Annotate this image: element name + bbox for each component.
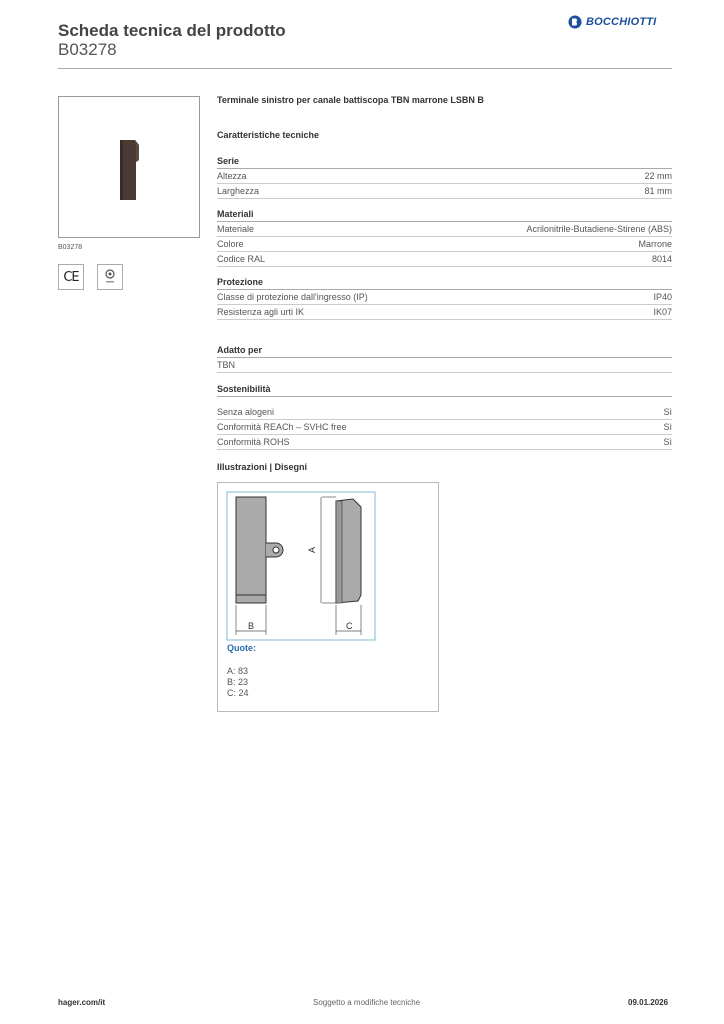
illustrations-heading: Illustrazioni | Disegni [217,462,308,472]
spec-row: Conformità REACh – SVHC free Sì [217,420,672,435]
product-image [58,96,200,238]
section-title: Adatto per [217,345,262,355]
quote-heading: Quote: [227,643,256,653]
footer-disclaimer: Soggetto a modifiche tecniche [313,998,421,1007]
ce-mark-icon: CE [58,264,84,290]
brand-logo [568,15,656,29]
spec-row: Codice RAL 8014 [217,252,672,267]
section-protezione [217,276,672,320]
dimension-b-label: B [248,621,255,631]
dimension-a-label: A [307,546,317,553]
tech-specs-heading: Caratteristiche tecniche [217,130,320,140]
spec-row: Conformità ROHS Sì [217,435,672,450]
header-divider [58,68,672,69]
section-title: Sostenibilità [217,384,271,394]
section-title: Protezione [217,277,264,287]
spec-row: TBN [217,358,672,373]
product-name: Terminale sinistro per canale battiscopa TBN marrone LSBN B [217,95,484,105]
quote-c: C: 24 [227,688,249,698]
spec-row: Colore Marrone [217,237,672,252]
product-code-heading: B03278 [58,40,117,59]
spec-row: Senza alogeni Sì [217,405,672,420]
quote-b: B: 23 [227,677,249,687]
brand-mark-icon [568,15,582,29]
spec-row: Resistenza agli urti IK IK07 [217,305,672,320]
section-materiali [217,208,672,267]
spec-row: Altezza 22 mm [217,169,672,184]
page-title: Scheda tecnica del prodotto [58,21,286,40]
spec-row: Materiale Acrilonitrile-Butadiene-Stirene (ABS) [217,222,672,237]
spec-row: Larghezza 81 mm [217,184,672,199]
section-title: Serie [217,156,240,166]
section-serie [217,155,672,199]
spec-row: Classe di protezione dall'ingresso (IP) IP40 [217,290,672,305]
footer-date: 09.01.2026 [628,998,669,1007]
footer-website: hager.com/it [58,998,106,1007]
product-image-caption: B03278 [58,244,83,251]
section-adatto-per [217,344,672,373]
section-sostenibilita [217,383,672,450]
brand-name: BOCCHIOTTI [586,16,657,28]
dimension-c-label: C [346,621,353,631]
technical-drawing [217,482,439,712]
section-title: Materiali [217,209,254,219]
quote-a: A: 83 [227,666,249,676]
imq-mark-icon [97,264,123,290]
section-divider [217,396,672,397]
